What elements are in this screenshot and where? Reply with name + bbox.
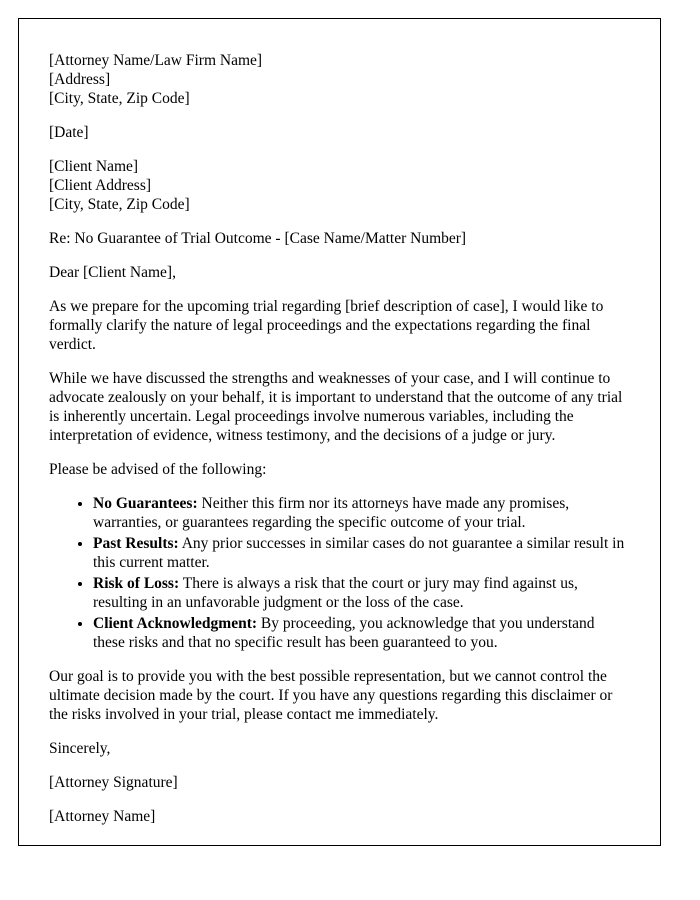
bullet-label: No Guarantees:: [93, 495, 198, 512]
recipient-city-line: [City, State, Zip Code]: [49, 196, 190, 213]
sign-off: Sincerely,: [49, 740, 111, 757]
bullet-text: By proceeding, you acknowledge that you understand these risks and that no specific result has been guaranteed to you.: [93, 615, 595, 651]
date-line: [Date]: [49, 124, 89, 141]
bullet-label: Client Acknowledgment:: [93, 615, 258, 632]
subject-line: Re: No Guarantee of Trial Outcome - [Case Name/Matter Number]: [49, 230, 467, 247]
sender-address-line: [Address]: [49, 71, 111, 88]
salutation: Dear [Client Name],: [49, 264, 176, 281]
date-block: [49, 123, 630, 142]
attorney-name-line: [Attorney Name]: [49, 808, 156, 825]
list-item-no-guarantees: [93, 494, 630, 532]
paragraph-advisory-lead: Please be advised of the following:: [49, 461, 267, 478]
paragraph-closing: Our goal is to provide you with the best possible representation, but we cannot control the ultimate decision made by the court. If you have any questions regarding this disclaimer or the risks involved in your trial, please contact me immediately.: [49, 668, 613, 723]
bullet-text: There is always a risk that the court or jury may find against us, resulting in an unfavorable judgment or the loss of the case.: [93, 575, 578, 611]
sender-city-line: [City, State, Zip Code]: [49, 90, 190, 107]
recipient-name-line: [Client Name]: [49, 158, 139, 175]
recipient-address-block: [49, 157, 630, 214]
bullet-label: Risk of Loss:: [93, 575, 180, 592]
disclaimer-list: [49, 494, 630, 652]
paragraph-uncertainty: While we have discussed the strengths and weaknesses of your case, and I will continue to advocate zealously on your behalf, it is important to understand that the outcome of any trial is inherently uncertain. Legal proceedings involve numerous variables, including the interpretation of evidence, witness testimony, and the decisions of a judge or jury.: [49, 370, 623, 444]
bullet-label: Past Results:: [93, 535, 179, 552]
list-item-client-acknowledgment: [93, 614, 630, 652]
recipient-address-line: [Client Address]: [49, 177, 152, 194]
list-item-past-results: [93, 534, 630, 572]
sender-name-line: [Attorney Name/Law Firm Name]: [49, 52, 263, 69]
signature-placeholder: [Attorney Signature]: [49, 774, 178, 791]
letter-frame: [18, 18, 661, 846]
list-item-risk-of-loss: [93, 574, 630, 612]
bullet-text: Neither this firm nor its attorneys have made any promises, warranties, or guarantees regarding the specific outcome of your trial.: [93, 495, 570, 531]
letter-body: [49, 51, 630, 826]
bullet-text: Any prior successes in similar cases do not guarantee a similar result in this current matter.: [93, 535, 625, 571]
sender-address-block: [49, 51, 630, 108]
paragraph-intro: As we prepare for the upcoming trial regarding [brief description of case], I would like to formally clarify the nature of legal proceedings and the expectations regarding the final verdict.: [49, 298, 604, 353]
